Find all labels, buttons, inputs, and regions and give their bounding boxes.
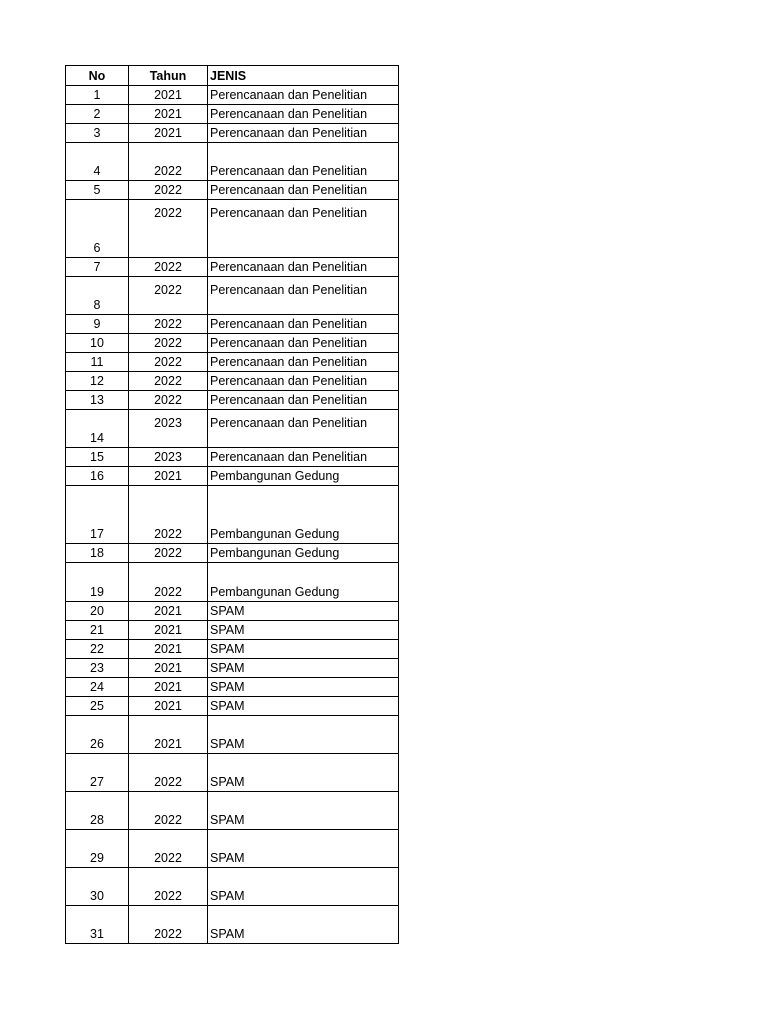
cell-no[interactable]: 11	[66, 353, 129, 372]
table-row	[66, 391, 399, 410]
cell-no[interactable]: 20	[66, 602, 129, 621]
cell-jenis[interactable]: Perencanaan dan Penelitian	[208, 200, 399, 258]
cell-no[interactable]: 24	[66, 678, 129, 697]
header-jenis[interactable]: JENIS	[208, 66, 399, 86]
header-tahun[interactable]: Tahun	[129, 66, 208, 86]
table-row	[66, 621, 399, 640]
cell-jenis[interactable]: Perencanaan dan Penelitian	[208, 258, 399, 277]
table-row	[66, 334, 399, 353]
cell-tahun[interactable]: 2022	[129, 315, 208, 334]
table-row	[66, 659, 399, 678]
cell-jenis[interactable]: Pembangunan Gedung	[208, 544, 399, 563]
cell-no[interactable]: 28	[66, 792, 129, 830]
table-row	[66, 563, 399, 602]
cell-jenis[interactable]: Pembangunan Gedung	[208, 467, 399, 486]
cell-no[interactable]: 31	[66, 906, 129, 944]
cell-no[interactable]: 15	[66, 448, 129, 467]
cell-no[interactable]: 6	[66, 200, 129, 258]
cell-jenis[interactable]: SPAM	[208, 906, 399, 944]
cell-jenis[interactable]: Pembangunan Gedung	[208, 563, 399, 602]
cell-jenis[interactable]: SPAM	[208, 868, 399, 906]
cell-jenis[interactable]: Pembangunan Gedung	[208, 486, 399, 544]
cell-jenis[interactable]: Perencanaan dan Penelitian	[208, 124, 399, 143]
table-row	[66, 792, 399, 830]
cell-no[interactable]: 19	[66, 563, 129, 602]
cell-jenis[interactable]: Perencanaan dan Penelitian	[208, 181, 399, 200]
cell-tahun[interactable]: 2021	[129, 86, 208, 105]
cell-no[interactable]: 8	[66, 277, 129, 315]
table-row	[66, 868, 399, 906]
cell-no[interactable]: 3	[66, 124, 129, 143]
cell-jenis[interactable]: SPAM	[208, 792, 399, 830]
table-row	[66, 372, 399, 391]
cell-tahun[interactable]: 2021	[129, 697, 208, 716]
cell-no[interactable]: 4	[66, 143, 129, 181]
cell-no[interactable]: 18	[66, 544, 129, 563]
table-row	[66, 124, 399, 143]
table-row	[66, 678, 399, 697]
table-row	[66, 697, 399, 716]
cell-jenis[interactable]: SPAM	[208, 659, 399, 678]
cell-no[interactable]: 1	[66, 86, 129, 105]
cell-jenis[interactable]: Perencanaan dan Penelitian	[208, 448, 399, 467]
cell-tahun[interactable]: 2022	[129, 258, 208, 277]
cell-tahun[interactable]: 2022	[129, 563, 208, 602]
cell-jenis[interactable]: SPAM	[208, 830, 399, 868]
cell-no[interactable]: 12	[66, 372, 129, 391]
cell-tahun[interactable]: 2022	[129, 143, 208, 181]
cell-jenis[interactable]: SPAM	[208, 678, 399, 697]
cell-no[interactable]: 26	[66, 716, 129, 754]
cell-no[interactable]: 5	[66, 181, 129, 200]
table-row	[66, 830, 399, 868]
cell-no[interactable]: 30	[66, 868, 129, 906]
table-row	[66, 315, 399, 334]
cell-no[interactable]: 2	[66, 105, 129, 124]
cell-tahun[interactable]: 2022	[129, 754, 208, 792]
table-row	[66, 143, 399, 181]
cell-tahun[interactable]: 2022	[129, 906, 208, 944]
cell-jenis[interactable]: Perencanaan dan Penelitian	[208, 86, 399, 105]
cell-tahun[interactable]: 2021	[129, 602, 208, 621]
table-row	[66, 754, 399, 792]
cell-no[interactable]: 13	[66, 391, 129, 410]
cell-no[interactable]: 23	[66, 659, 129, 678]
cell-tahun[interactable]: 2022	[129, 486, 208, 544]
cell-jenis[interactable]: Perencanaan dan Penelitian	[208, 410, 399, 448]
cell-jenis[interactable]: SPAM	[208, 640, 399, 659]
cell-tahun[interactable]: 2022	[129, 200, 208, 258]
table-row	[66, 258, 399, 277]
cell-tahun[interactable]: 2021	[129, 716, 208, 754]
cell-tahun[interactable]: 2021	[129, 105, 208, 124]
cell-jenis[interactable]: Perencanaan dan Penelitian	[208, 372, 399, 391]
table-row	[66, 86, 399, 105]
data-table	[65, 65, 399, 944]
cell-no[interactable]: 25	[66, 697, 129, 716]
cell-jenis[interactable]: SPAM	[208, 697, 399, 716]
cell-tahun[interactable]: 2021	[129, 678, 208, 697]
cell-no[interactable]: 16	[66, 467, 129, 486]
cell-no[interactable]: 29	[66, 830, 129, 868]
cell-no[interactable]: 17	[66, 486, 129, 544]
cell-jenis[interactable]: Perencanaan dan Penelitian	[208, 334, 399, 353]
cell-tahun[interactable]: 2022	[129, 544, 208, 563]
cell-tahun[interactable]: 2023	[129, 448, 208, 467]
table-row	[66, 200, 399, 258]
table-row	[66, 602, 399, 621]
cell-no[interactable]: 9	[66, 315, 129, 334]
table-row	[66, 181, 399, 200]
cell-jenis[interactable]: SPAM	[208, 716, 399, 754]
cell-no[interactable]: 10	[66, 334, 129, 353]
cell-tahun[interactable]: 2021	[129, 640, 208, 659]
cell-tahun[interactable]: 2022	[129, 830, 208, 868]
table-row	[66, 906, 399, 944]
cell-tahun[interactable]: 2022	[129, 391, 208, 410]
cell-tahun[interactable]: 2021	[129, 467, 208, 486]
table-row	[66, 716, 399, 754]
cell-tahun[interactable]: 2022	[129, 277, 208, 315]
cell-tahun[interactable]: 2023	[129, 410, 208, 448]
header-row	[66, 66, 399, 86]
cell-jenis[interactable]: SPAM	[208, 754, 399, 792]
cell-jenis[interactable]: Perencanaan dan Penelitian	[208, 391, 399, 410]
header-no[interactable]: No	[66, 66, 129, 86]
table-row	[66, 448, 399, 467]
table-row	[66, 640, 399, 659]
cell-jenis[interactable]: Perencanaan dan Penelitian	[208, 315, 399, 334]
cell-tahun[interactable]: 2021	[129, 124, 208, 143]
cell-no[interactable]: 27	[66, 754, 129, 792]
cell-tahun[interactable]: 2022	[129, 181, 208, 200]
cell-tahun[interactable]: 2022	[129, 353, 208, 372]
cell-no[interactable]: 22	[66, 640, 129, 659]
cell-jenis[interactable]: Perencanaan dan Penelitian	[208, 105, 399, 124]
cell-jenis[interactable]: SPAM	[208, 621, 399, 640]
table-row	[66, 105, 399, 124]
table-row	[66, 486, 399, 544]
cell-tahun[interactable]: 2021	[129, 659, 208, 678]
cell-no[interactable]: 7	[66, 258, 129, 277]
cell-tahun[interactable]: 2021	[129, 621, 208, 640]
cell-jenis[interactable]: Perencanaan dan Penelitian	[208, 353, 399, 372]
table-row	[66, 277, 399, 315]
table-row	[66, 544, 399, 563]
cell-no[interactable]: 21	[66, 621, 129, 640]
cell-jenis[interactable]: Perencanaan dan Penelitian	[208, 143, 399, 181]
cell-jenis[interactable]: SPAM	[208, 602, 399, 621]
cell-tahun[interactable]: 2022	[129, 792, 208, 830]
table-body	[66, 66, 399, 944]
cell-jenis[interactable]: Perencanaan dan Penelitian	[208, 277, 399, 315]
table-row	[66, 353, 399, 372]
cell-no[interactable]: 14	[66, 410, 129, 448]
cell-tahun[interactable]: 2022	[129, 334, 208, 353]
table-row	[66, 410, 399, 448]
cell-tahun[interactable]: 2022	[129, 868, 208, 906]
cell-tahun[interactable]: 2022	[129, 372, 208, 391]
table-row	[66, 467, 399, 486]
